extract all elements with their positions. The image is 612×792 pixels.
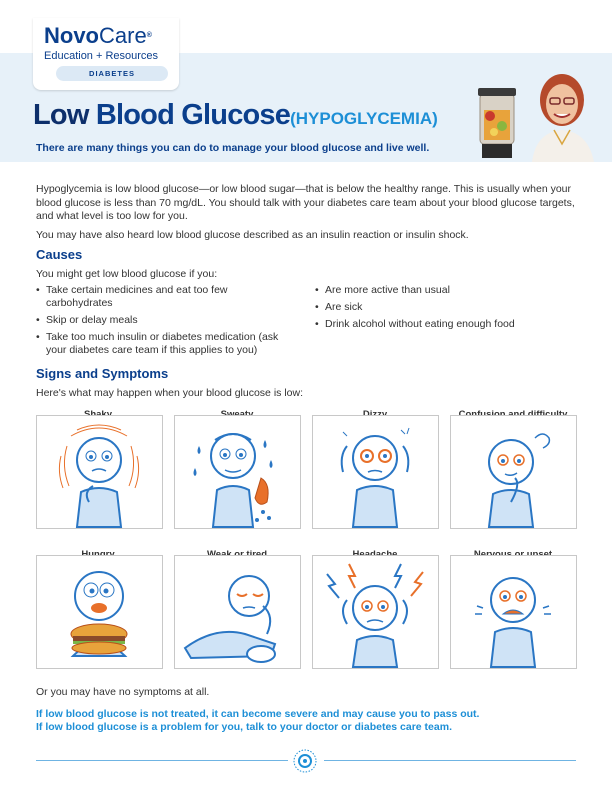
list-item: • Are sick xyxy=(315,301,575,314)
category-badge: DIABETES xyxy=(56,66,168,81)
list-item: • Take too much insulin or diabetes medication (ask your diabetes care team if this applies to you) xyxy=(36,331,292,357)
headache-person-illustration xyxy=(313,556,438,668)
sweaty-person-illustration xyxy=(175,416,300,528)
footer-rule-right xyxy=(324,760,576,761)
no-symptoms-note: Or you may have no symptoms at all. xyxy=(36,686,210,698)
brand-name-light: Care xyxy=(99,23,147,48)
brand-tagline: Education + Resources xyxy=(44,50,159,62)
title-hypoglycemia: (HYPOGLYCEMIA) xyxy=(290,109,438,128)
warning-line-1: If low blood glucose is not treated, it can become severe and may cause you to pass out. xyxy=(36,708,480,720)
dizzy-person-illustration xyxy=(313,416,438,528)
symptoms-heading: Signs and Symptoms xyxy=(36,366,169,381)
symptom-card-confusion xyxy=(450,415,577,529)
symptom-card-nervous xyxy=(450,555,577,669)
page-subtitle: There are many things you can do to manage your blood glucose and live well. xyxy=(36,142,430,154)
registered-mark: ® xyxy=(146,32,152,39)
nervous-person-illustration xyxy=(451,556,576,668)
intro-paragraph: Hypoglycemia is low blood glucose—or low blood sugar—that is below the healthy range. This is usually when your blood glucose is less than 70 mg/dL. You should talk with your diabetes care team about your blood glucose targets, and what level is too low for you. xyxy=(36,183,575,222)
causes-list-right xyxy=(315,284,575,335)
list-item: • Drink alcohol without eating enough food xyxy=(315,318,575,331)
footer-emblem-icon xyxy=(292,748,318,774)
symptoms-lead: Here's what may happen when your blood glucose is low: xyxy=(36,387,303,399)
page-title xyxy=(33,99,438,132)
hungry-person-illustration xyxy=(37,556,162,668)
symptom-card-shaky xyxy=(36,415,163,529)
title-words-blood-glucose: Blood Glucose xyxy=(95,99,291,131)
title-word-low: Low xyxy=(33,99,89,131)
symptom-card-headache xyxy=(312,555,439,669)
tired-person-illustration xyxy=(175,556,300,668)
shaky-person-illustration xyxy=(37,416,162,528)
causes-list-left xyxy=(36,284,292,361)
woman-with-blender-photo xyxy=(474,60,602,162)
symptom-card-sweaty xyxy=(174,415,301,529)
list-item: • Skip or delay meals xyxy=(36,314,292,327)
brand-logo[interactable] xyxy=(44,24,152,48)
list-item: • Are more active than usual xyxy=(315,284,575,297)
symptom-card-dizzy xyxy=(312,415,439,529)
list-item: • Take certain medicines and eat too few carbohydrates xyxy=(36,284,292,310)
intro-paragraph-2: You may have also heard low blood glucose described as an insulin reaction or insulin shock. xyxy=(36,229,469,241)
warning-line-2: If low blood glucose is a problem for you, talk to your doctor or diabetes care team. xyxy=(36,721,452,733)
brand-name-bold: Novo xyxy=(44,23,99,48)
symptom-card-weak xyxy=(174,555,301,669)
causes-lead: You might get low blood glucose if you: xyxy=(36,268,218,280)
confused-person-illustration xyxy=(451,416,576,528)
symptom-card-hungry xyxy=(36,555,163,669)
causes-heading: Causes xyxy=(36,247,83,262)
footer-rule-left xyxy=(36,760,288,761)
